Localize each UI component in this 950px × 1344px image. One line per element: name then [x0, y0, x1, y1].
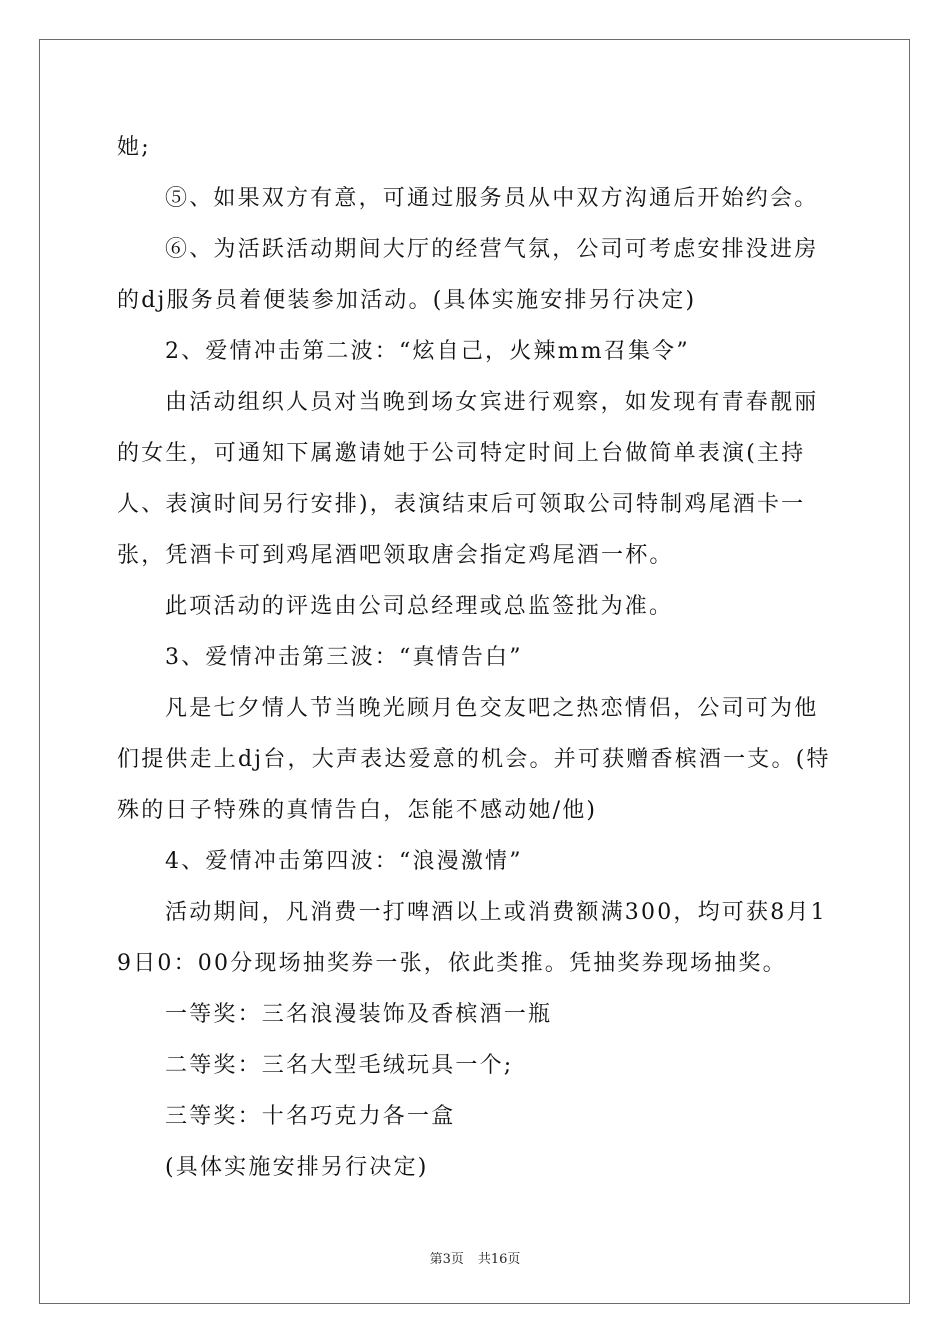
page-total: 共16页: [477, 1252, 521, 1267]
section-heading: 4、爱情冲击第四波：“浪漫激情”: [165, 849, 523, 874]
prize-item: 三等奖：十名巧克力各一盒: [165, 1104, 456, 1129]
prize-item: 一等奖：三名浪漫装饰及香槟酒一瓶: [165, 1002, 553, 1027]
paragraph: 她;: [117, 135, 151, 160]
paragraph: 由活动组织人员对当晚到场女宾进行观察，如发现有青春靓丽的女生，可通知下属邀请她于公司特定时间上台做简单表演(主持人、表演时间另行安排)，表演结束后可领取公司特制鸡尾酒卡一张，凭酒卡可到鸡尾酒吧领取唐会指定鸡尾酒一杯。: [117, 390, 819, 568]
paragraph: (具体实施安排另行决定): [165, 1155, 429, 1180]
document-body: [117, 122, 837, 1193]
section-heading: 3、爱情冲击第三波：“真情告白”: [165, 645, 523, 670]
prize-item: 二等奖：三名大型毛绒玩具一个;: [165, 1053, 514, 1078]
page-number: 第3页: [429, 1252, 464, 1267]
page-footer: [0, 1248, 950, 1267]
paragraph: 活动期间，凡消费一打啤酒以上或消费额满300，均可获8月19日0：00分现场抽奖券一张，依此类推。凭抽奖券现场抽奖。: [117, 900, 827, 976]
paragraph: 凡是七夕情人节当晚光顾月色交友吧之热恋情侣，公司可为他们提供走上dj台，大声表达爱意的机会。并可获赠香槟酒一支。(特殊的日子特殊的真情告白，怎能不感动她/他): [117, 696, 831, 823]
paragraph: ⑥、为活跃活动期间大厅的经营气氛，公司可考虑安排没进房的dj服务员着便装参加活动。(具体实施安排另行决定): [117, 237, 819, 313]
paragraph: ⑤、如果双方有意，可通过服务员从中双方沟通后开始约会。: [165, 186, 819, 211]
section-heading: 2、爱情冲击第二波：“炫自己，火辣mm召集令”: [165, 339, 690, 364]
paragraph: 此项活动的评选由公司总经理或总监签批为准。: [165, 594, 674, 619]
